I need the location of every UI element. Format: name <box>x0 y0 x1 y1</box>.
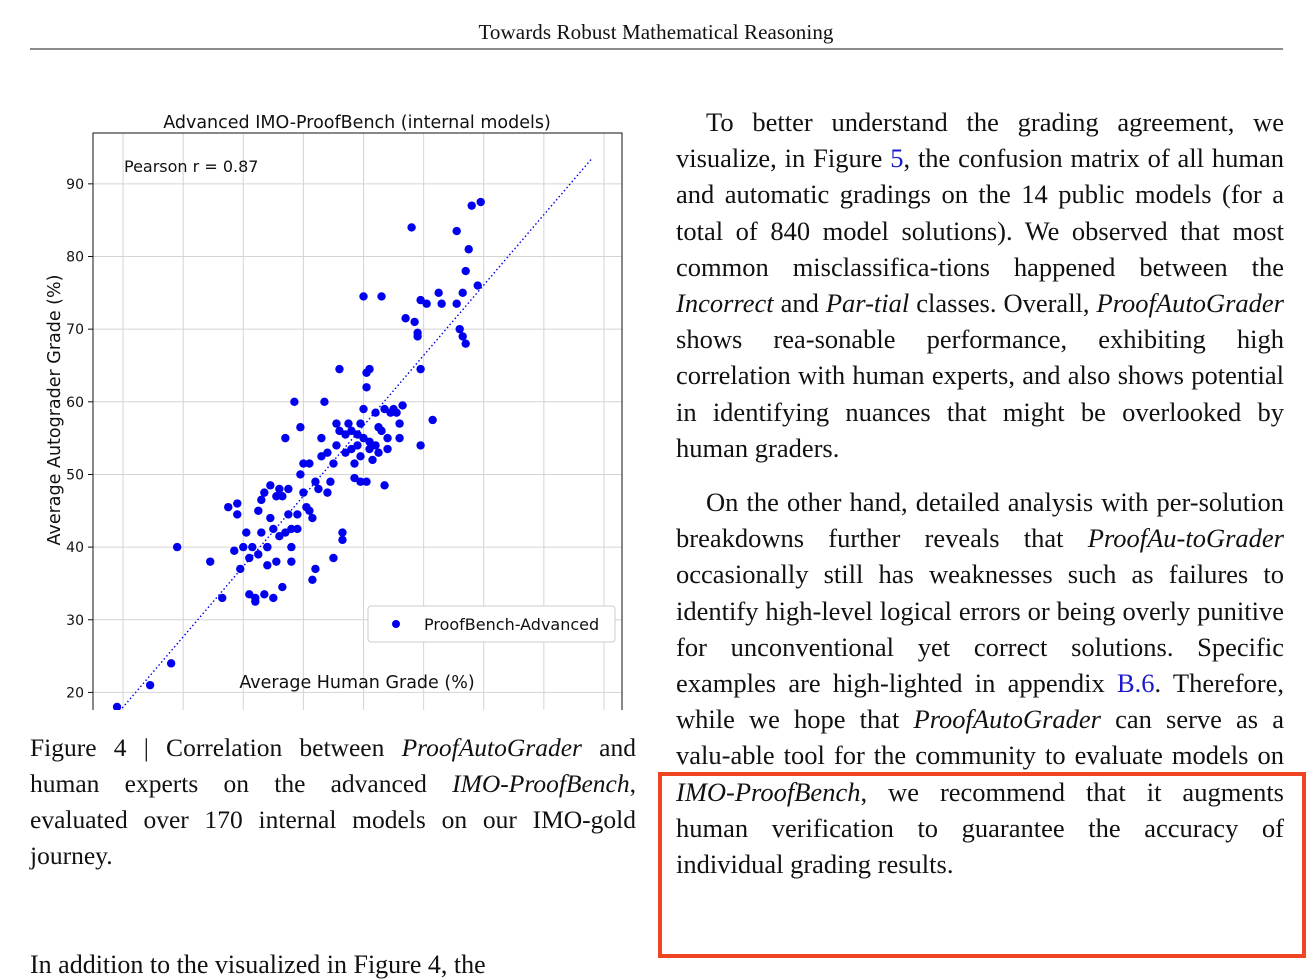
data-point <box>263 561 271 569</box>
chart-title: Advanced IMO-ProofBench (internal models) <box>163 113 551 133</box>
running-header: Towards Robust Mathematical Reasoning <box>478 20 834 44</box>
data-point <box>251 597 259 605</box>
data-point <box>314 485 322 493</box>
data-point <box>383 434 391 442</box>
data-point <box>410 318 418 326</box>
data-point <box>287 557 295 565</box>
body-text-column <box>676 104 1284 882</box>
y-tick-label: 60 <box>66 394 84 411</box>
figure-caption <box>30 730 636 874</box>
data-point <box>474 281 482 289</box>
caption-em-2: IMO-ProofBench <box>452 769 630 798</box>
data-point <box>368 456 376 464</box>
data-point <box>236 565 244 573</box>
data-point <box>239 543 247 551</box>
y-tick-label: 90 <box>66 176 84 193</box>
data-point <box>344 419 352 427</box>
data-point <box>290 398 298 406</box>
data-point <box>377 292 385 300</box>
data-point <box>311 565 319 573</box>
data-point <box>359 405 367 413</box>
data-point <box>284 510 292 518</box>
data-point <box>284 485 292 493</box>
data-point <box>338 528 346 536</box>
y-tick-label: 30 <box>66 612 84 629</box>
data-point <box>308 514 316 522</box>
data-point <box>452 227 460 235</box>
data-point <box>278 583 286 591</box>
appendix-b6-link[interactable]: B.6 <box>1116 668 1155 699</box>
data-point <box>332 441 340 449</box>
data-point <box>296 470 304 478</box>
paragraph-1 <box>676 104 1284 466</box>
p2-text-4: can serve as a valu-able tool for the community to evaluate models on <box>676 704 1284 771</box>
caption-suffix: , evaluated over 170 internal models on our IMO-gold journey. <box>30 769 636 870</box>
data-point <box>335 365 343 373</box>
data-point <box>254 550 262 558</box>
y-tick-label: 50 <box>66 467 84 484</box>
data-point <box>374 448 382 456</box>
data-point <box>296 423 304 431</box>
data-point <box>260 488 268 496</box>
data-point <box>468 201 476 209</box>
p2-em-2: ProofAutoGrader <box>913 704 1101 735</box>
data-point <box>308 576 316 584</box>
p1-em-2: Par-tial <box>825 288 910 319</box>
data-point <box>269 594 277 602</box>
data-point <box>422 300 430 308</box>
data-point <box>413 332 421 340</box>
legend-marker <box>392 620 400 628</box>
scatter-chart <box>0 90 640 710</box>
data-point <box>173 543 181 551</box>
data-point <box>371 409 379 417</box>
data-point <box>359 292 367 300</box>
legend <box>368 606 615 642</box>
data-point <box>452 300 460 308</box>
data-point <box>305 459 313 467</box>
data-point <box>245 554 253 562</box>
data-point <box>326 478 334 486</box>
data-point <box>371 441 379 449</box>
p1-text-4: classes. Overall, <box>909 288 1097 319</box>
data-point <box>434 289 442 297</box>
caption-prefix: Figure 4 | Correlation between <box>30 733 402 762</box>
data-point <box>365 365 373 373</box>
data-point <box>293 510 301 518</box>
data-point <box>317 434 325 442</box>
p1-text-5: shows rea-sonable performance, exhibiting high correlation with human experts, and also shows potential in identifying nuances that might be overlooked by human graders. <box>676 324 1284 463</box>
p2-em-3: IMO-ProofBench <box>676 776 861 807</box>
data-point <box>329 459 337 467</box>
p2-em-1: ProofAu-toGrader <box>1087 523 1284 554</box>
p2-text-2: occasionally still has weaknesses such as failures to identify high-level logical errors or being overly punitive for unconventional yet correct solutions. Specific examples are high-lighted in appendix <box>676 559 1284 699</box>
legend-label: ProofBench-Advanced <box>424 615 600 634</box>
data-point <box>395 434 403 442</box>
pearson-annotation: Pearson r = 0.87 <box>124 157 259 176</box>
y-tick-label: 70 <box>66 322 84 339</box>
y-tick-label: 20 <box>66 685 84 702</box>
data-point <box>233 510 241 518</box>
data-point <box>477 198 485 206</box>
data-point <box>356 419 364 427</box>
data-point <box>269 525 277 533</box>
data-point <box>362 478 370 486</box>
data-point <box>455 325 463 333</box>
data-point <box>407 223 415 231</box>
data-point <box>353 441 361 449</box>
data-point <box>113 703 121 710</box>
data-point <box>462 267 470 275</box>
data-point <box>218 594 226 602</box>
data-point <box>305 507 313 515</box>
data-point <box>272 557 280 565</box>
data-point <box>224 503 232 511</box>
data-point <box>254 507 262 515</box>
data-point <box>230 547 238 555</box>
data-point <box>266 514 274 522</box>
data-point <box>323 448 331 456</box>
data-point <box>416 441 424 449</box>
data-point <box>380 481 388 489</box>
data-point <box>462 339 470 347</box>
p2-text-5: , we recommend that it augments human verification to guarantee the accuracy of individual grading results. <box>676 776 1284 880</box>
header-rule <box>30 48 1283 50</box>
x-axis-label: Average Human Grade (%) <box>239 673 475 693</box>
data-point <box>356 452 364 460</box>
data-point <box>257 528 265 536</box>
p1-text-3: and <box>773 288 826 319</box>
p2-text-1: On the other hand, detailed analysis with per-solution breakdowns further reveals that <box>676 487 1284 554</box>
data-point <box>323 488 331 496</box>
data-point <box>146 681 154 689</box>
data-point <box>260 590 268 598</box>
y-tick-label: 40 <box>66 540 84 557</box>
p1-em-1: Incorrect <box>676 288 774 319</box>
data-point <box>338 536 346 544</box>
data-point <box>395 419 403 427</box>
data-point <box>362 383 370 391</box>
data-point <box>392 409 400 417</box>
data-point <box>428 416 436 424</box>
data-point <box>416 365 424 373</box>
data-point <box>278 492 286 500</box>
data-point <box>287 543 295 551</box>
data-point <box>383 445 391 453</box>
cut-off-paragraph: In addition to the visualized in Figure 4, the <box>30 950 486 979</box>
data-point <box>437 300 445 308</box>
data-point <box>458 289 466 297</box>
data-point <box>233 499 241 507</box>
data-point <box>257 496 265 504</box>
data-point <box>465 245 473 253</box>
data-point <box>263 543 271 551</box>
caption-em-1: ProofAutoGrader <box>401 733 582 762</box>
p1-em-3: ProofAutoGrader <box>1096 288 1284 319</box>
data-point <box>332 419 340 427</box>
data-point <box>320 398 328 406</box>
y-tick-label: 80 <box>66 249 84 266</box>
data-point <box>167 659 175 667</box>
figure-5-link[interactable]: 5 <box>890 143 904 174</box>
data-point <box>293 525 301 533</box>
data-point <box>329 554 337 562</box>
data-point <box>377 427 385 435</box>
data-point <box>350 459 358 467</box>
data-point <box>299 488 307 496</box>
data-point <box>401 314 409 322</box>
data-point <box>266 481 274 489</box>
data-point <box>311 478 319 486</box>
y-axis-label: Average Autograder Grade (%) <box>45 274 65 546</box>
p1-text-1: To better understand the grading agreement, we visualize, in Figure <box>676 107 1284 174</box>
data-point <box>458 332 466 340</box>
caption-mid: and human experts on the advanced <box>30 733 636 798</box>
data-point <box>242 528 250 536</box>
data-point <box>398 401 406 409</box>
data-point <box>206 557 214 565</box>
data-point <box>248 543 256 551</box>
p2-text-3: . Therefore, while we hope that <box>676 668 1284 735</box>
data-point <box>275 485 283 493</box>
p1-text-2: , the confusion matrix of all human and automatic gradings on the 14 public models (for a total of 840 model solutions). We observed that most common misclassifica-tions happened between the <box>676 143 1284 282</box>
highlight-box <box>658 772 1306 958</box>
data-point <box>281 434 289 442</box>
